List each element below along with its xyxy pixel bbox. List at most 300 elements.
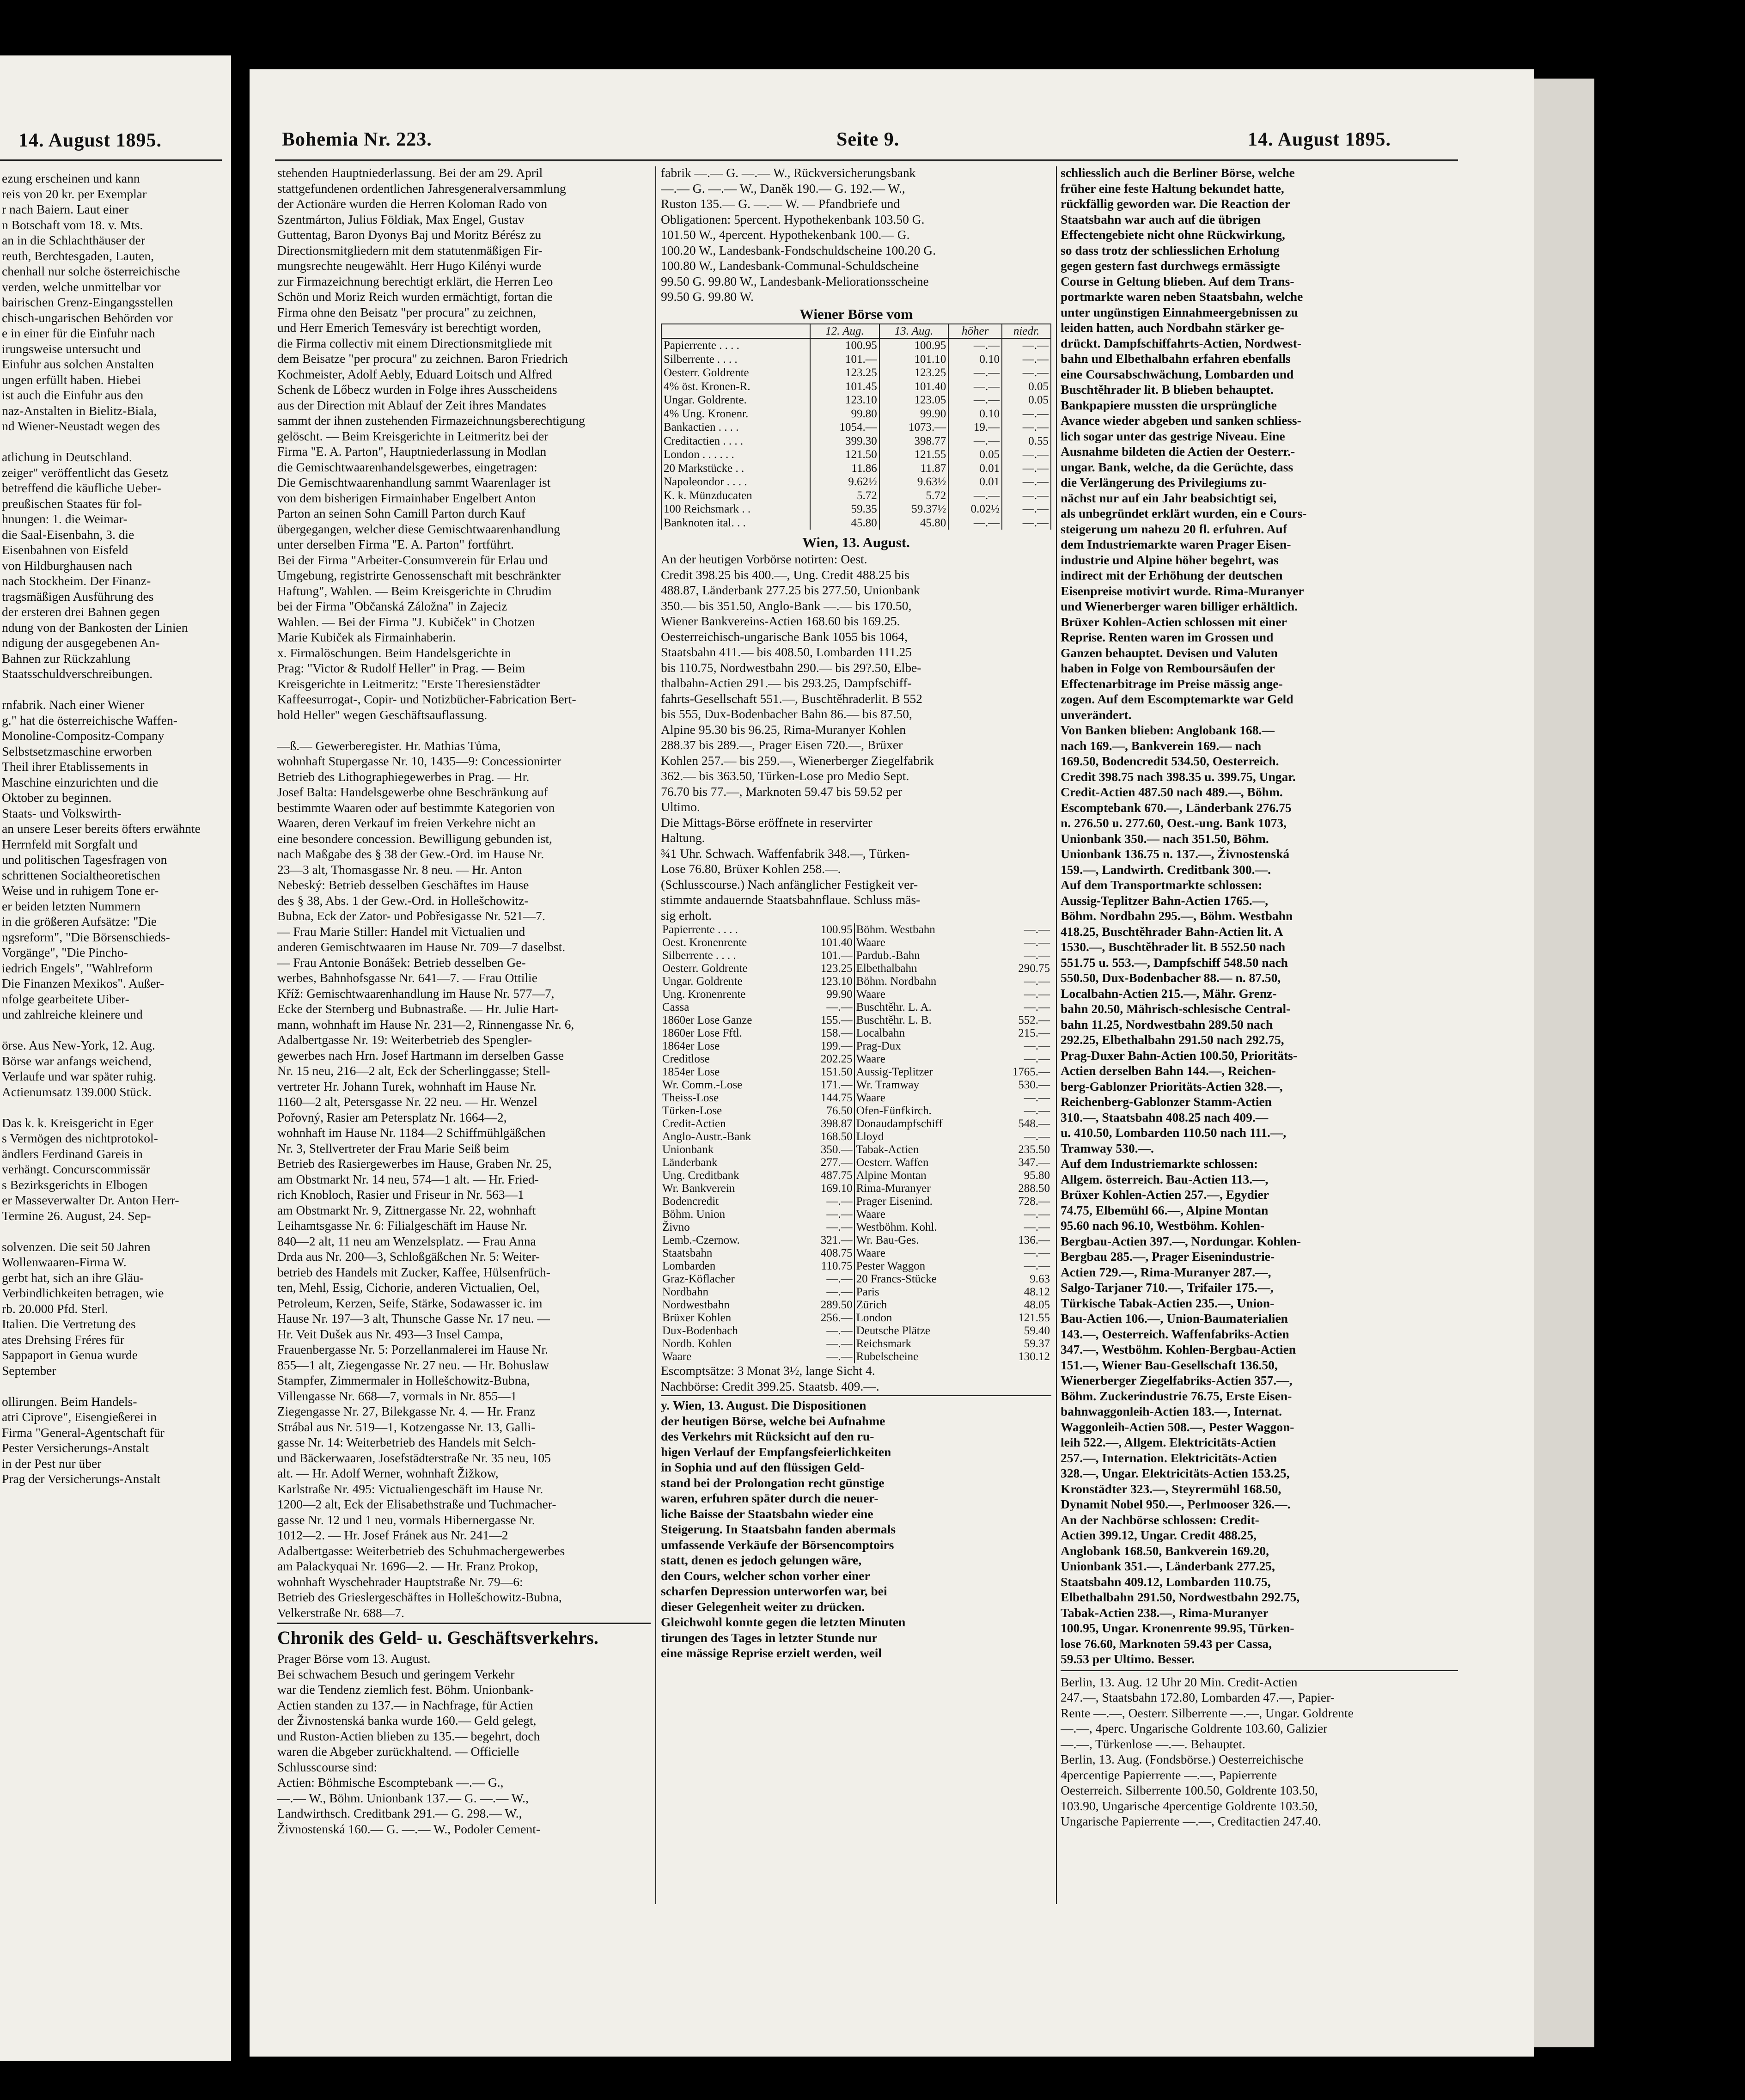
table-cell: Theiss-Lose bbox=[662, 1092, 719, 1104]
table-cell: —.— bbox=[1024, 936, 1050, 949]
text-line: fahrts-Gesellschaft 551.—, Buschtěhraderlit. B 552 bbox=[661, 691, 922, 706]
text-line: Bei der Firma "Arbeiter-Consumverein für Erlau und bbox=[277, 552, 548, 567]
text-line: ezung erscheinen und kann bbox=[2, 171, 140, 185]
text-line: gegen gestern fast durchwegs ermässigte bbox=[1061, 258, 1280, 273]
table-cell: 45.80 bbox=[879, 516, 949, 530]
text-line: u. 410.50, Lombarden 110.50 nach 111.—, bbox=[1061, 1125, 1287, 1140]
text-line: Leihamtsgasse Nr. 6: Filialgeschäft im Hause Nr. bbox=[277, 1218, 527, 1233]
text-line: chisch-ungarischen Behörden vor bbox=[2, 310, 173, 325]
table-cell: Waare bbox=[662, 1350, 692, 1363]
table-cell: Böhm. Union bbox=[662, 1208, 726, 1221]
table-header-cell bbox=[661, 324, 810, 339]
table-cell: —.— bbox=[826, 1350, 853, 1363]
table-cell: 121.55 bbox=[1018, 1312, 1050, 1324]
text-line: (Schlusscourse.) Nach anfänglicher Festigkeit ver- bbox=[661, 877, 918, 891]
text-line: ndigung der ausgegebenen An- bbox=[2, 635, 160, 650]
closing-prices-table bbox=[661, 923, 1051, 1363]
table-row bbox=[661, 421, 1051, 434]
text-line: örse. Aus New-York, 12. Aug. bbox=[2, 1038, 155, 1052]
text-line: Eisenpreise motivirt wurde. Rima-Muranyer bbox=[1061, 583, 1304, 598]
text-line: dieser Gelegenheit weiter zu drücken. bbox=[661, 1599, 865, 1614]
text-line bbox=[2, 1224, 222, 1239]
text-line: aus der Direction mit Ablauf der Zeit ihres Mandates bbox=[277, 397, 546, 412]
text-line: Theil ihrer Etablissements in bbox=[2, 759, 148, 774]
text-line: Actien: Böhmische Escomptebank —.— G., bbox=[277, 1775, 504, 1789]
text-line: bairischen Grenz-Eingangsstellen bbox=[2, 295, 173, 309]
table-cell: —.— bbox=[1002, 407, 1051, 421]
text-line: scharfen Depression unterworfen war, bei bbox=[661, 1584, 887, 1598]
table-cell: 290.75 bbox=[1018, 962, 1050, 975]
text-line: an unsere Leser bereits öfters erwähnte bbox=[2, 821, 201, 836]
text-line: ollirungen. Beim Handels- bbox=[2, 1394, 137, 1409]
table-cell: 347.— bbox=[1018, 1156, 1050, 1169]
text-line: Wienerberger Ziegelfabriks-Actien 357.—, bbox=[1061, 1373, 1293, 1387]
text-line: 103.90, Ungarische 4percentige Goldrente 103.50, bbox=[1061, 1798, 1318, 1813]
table-cell: Oesterr. Waffen bbox=[854, 1156, 990, 1169]
table-cell: 408.75 bbox=[820, 1247, 853, 1259]
text-line: leiden hatten, auch Nordbahn stärker ge- bbox=[1061, 320, 1284, 335]
text-line: an in die Schlachthäuser der bbox=[2, 233, 146, 247]
text-line: Verlaufe und war später ruhig. bbox=[2, 1069, 156, 1083]
text-line: verden, welche unmittelbar vor bbox=[2, 279, 161, 294]
text-line: Waaren, deren Verkauf im freien Verkehre nicht an bbox=[277, 816, 536, 830]
text-line: Directionsmitgliedern mit dem statutenmäßigen Fir- bbox=[277, 243, 543, 257]
text-line: Frauenbergasse Nr. 5: Porzellanmalerei im Hause Nr. bbox=[277, 1342, 548, 1356]
text-line: Anglobank 168.50, Bankverein 169.20, bbox=[1061, 1543, 1269, 1558]
table-cell: Ofen-Fünfkirch. bbox=[854, 1105, 990, 1117]
text-line: Alpine 95.30 bis 96.25, Rima-Muranyer Kohlen bbox=[661, 722, 906, 737]
table-cell: Böhm. Westbahn bbox=[854, 923, 990, 936]
text-line: 550.50, Dux-Bodenbacher 88.— n. 87.50, bbox=[1061, 971, 1281, 985]
text-line: haben in Folge von Remboursäufen der bbox=[1061, 661, 1275, 675]
text-line: bahnwaggonleih-Actien 183.—, Internat. bbox=[1061, 1404, 1282, 1418]
table-cell: —.— bbox=[1002, 366, 1051, 380]
text-line: und Wienerberger waren billiger erhältlich. bbox=[1061, 599, 1298, 613]
text-line: Oesterreich. Silberrente 100.50, Goldrente 103.50, bbox=[1061, 1783, 1318, 1797]
text-line: anderen Gemischtwaaren im Hause Nr. 709—7 daselbst. bbox=[277, 940, 566, 954]
table-cell: 121.50 bbox=[810, 448, 879, 462]
table-cell: 20 Markstücke . . bbox=[661, 462, 810, 476]
text-line: bestimmte Waaren oder auf bestimmte Kategorien von bbox=[277, 800, 555, 815]
table-cell: 0.10 bbox=[948, 353, 1002, 366]
text-line: 310.—, Staatsbahn 408.25 nach 409.— bbox=[1061, 1110, 1269, 1124]
table-cell: 1860er Lose Ganze bbox=[662, 1014, 752, 1026]
text-line: —ß.— Gewerberegister. Hr. Mathias Tůma, bbox=[277, 738, 501, 753]
text-line: ¾1 Uhr. Schwach. Waffenfabrik 348.—, Türken- bbox=[661, 846, 910, 861]
text-line: 247.—, Staatsbahn 172.80, Lombarden 47.—, Papier- bbox=[1061, 1690, 1335, 1704]
text-line: Marie Kubiček als Firmainhaberin. bbox=[277, 630, 456, 644]
table-cell: Rima-Muranyer bbox=[854, 1182, 990, 1195]
text-line: 488.87, Länderbank 277.25 bis 277.50, Unionbank bbox=[661, 583, 920, 597]
text-line: den Cours, welcher schon vorher einer bbox=[661, 1568, 870, 1583]
text-line: von dem bisherigen Firmainhaber Engelbert Anton bbox=[277, 490, 536, 505]
text-line: Ziegengasse Nr. 27, Bilekgasse Nr. 4. — Hr. Franz bbox=[277, 1404, 536, 1418]
text-line: Localbahn-Actien 215.—, Mähr. Grenz- bbox=[1061, 986, 1277, 1001]
table-cell: Nordwestbahn bbox=[662, 1299, 730, 1311]
table-cell: 0.05 bbox=[1002, 393, 1051, 407]
text-line: Guttentag, Baron Dyonys Baj und Moritz Bérész zu bbox=[277, 227, 542, 242]
table-cell: Waare bbox=[854, 1092, 990, 1105]
text-line: — Frau Marie Stiller: Handel mit Victualien und bbox=[277, 924, 525, 939]
table-cell: —.— bbox=[948, 434, 1002, 448]
text-line: Eisenbahnen von Eisfeld bbox=[2, 543, 128, 557]
table-cell: 9.63 bbox=[1030, 1273, 1050, 1285]
table-cell: Živno bbox=[662, 1221, 690, 1233]
table-cell: 158.— bbox=[820, 1027, 853, 1039]
text-line: betrieb des Handels mit Zucker, Kaffee, Hülsenfrüch- bbox=[277, 1264, 550, 1279]
text-line: portmarkte waren neben Staatsbahn, welche bbox=[1061, 289, 1303, 304]
text-line: nach Maßgabe des § 38 der Gew.-Ord. im Hause Nr. bbox=[277, 847, 544, 861]
text-line: berg-Gablonzer Prioritäts-Actien 328.—, bbox=[1061, 1079, 1283, 1093]
text-line: Tramway 530.—. bbox=[1061, 1141, 1154, 1155]
text-line: gasse Nr. 14: Weiterbetrieb des Handels mit Selch- bbox=[277, 1435, 536, 1449]
text-line: —.— G. —.— W., Daněk 190.— G. 192.— W., bbox=[661, 181, 905, 195]
text-line: Vorgänge", "Die Pincho- bbox=[2, 945, 128, 959]
text-line: Escomptebank 670.—, Länderbank 276.75 bbox=[1061, 800, 1292, 815]
table-cell: 59.40 bbox=[1024, 1325, 1050, 1337]
table-cell: Nordb. Kohlen bbox=[662, 1337, 732, 1350]
page-header-publication: Bohemia Nr. 223. bbox=[282, 129, 432, 150]
table-cell: Alpine Montan bbox=[854, 1169, 990, 1182]
table-cell: 155.— bbox=[820, 1014, 853, 1026]
table-cell: 76.50 bbox=[826, 1105, 853, 1117]
text-line: 99.50 G. 99.80 W. bbox=[661, 289, 754, 304]
text-line: die Saal-Eisenbahn, 3. die bbox=[2, 527, 134, 542]
text-line: Ausnahme bildeten die Actien der Oesterr.- bbox=[1061, 444, 1295, 458]
text-line: 362.— bis 363.50, Türken-Lose pro Medio Sept. bbox=[661, 769, 909, 783]
table-cell: 136.— bbox=[1018, 1234, 1050, 1246]
table-cell: Buschtěhr. L. B. bbox=[854, 1014, 990, 1027]
table-cell: Rubelscheine bbox=[854, 1350, 990, 1363]
text-line: Staatsschuldverschreibungen. bbox=[2, 666, 153, 681]
table-cell: Böhm. Nordbahn bbox=[854, 975, 990, 988]
text-line: Buschtěhrader lit. B blieben behauptet. bbox=[1061, 382, 1274, 397]
text-line: Unionbank 351.—, Länderbank 277.25, bbox=[1061, 1559, 1275, 1573]
text-line: Bubna, Eck der Zator- und Pobřesigasse Nr. 521—7. bbox=[277, 909, 545, 923]
text-line: Brüxer Kohlen-Actien schlossen mit einer bbox=[1061, 614, 1287, 629]
text-line: 169.50, Bodencredit 534.50, Oesterreich. bbox=[1061, 754, 1279, 768]
text-line: —.— W., Böhm. Unionbank 137.— G. —.— W., bbox=[277, 1790, 529, 1805]
table-cell: Anglo-Austr.-Bank bbox=[662, 1130, 751, 1143]
table-cell: 552.— bbox=[1018, 1014, 1050, 1026]
text-line: r nach Baiern. Laut einer bbox=[2, 202, 129, 216]
text-line: x. Firmalöschungen. Beim Handelsgerichte in bbox=[277, 645, 511, 660]
text-line: Course in Geltung blieben. Auf dem Trans- bbox=[1061, 274, 1294, 288]
text-line: sammt der ihnen zustehenden Firmazeichnungsberechtigung bbox=[277, 413, 585, 427]
text-line: Dynamit Nobel 950.—, Perlmooser 326.—. bbox=[1061, 1497, 1291, 1511]
text-line: der heutigen Börse, welche bei Aufnahme bbox=[661, 1413, 885, 1428]
text-line: Kaffeesurrogat-, Copir- und Notizbücher-Fabrication Bert- bbox=[277, 692, 576, 706]
text-line: Bankpapiere mussten die ursprüngliche bbox=[1061, 397, 1277, 412]
text-line: thalbahn-Actien 291.— bis 293.25, Dampfschiff- bbox=[661, 676, 912, 690]
table-cell: Prag-Dux bbox=[854, 1040, 990, 1053]
text-line: stattgefundenen ordentlichen Jahresgeneralversammlung bbox=[277, 181, 566, 195]
text-line: unter ungünstigen Einnahmeergebnissen zu bbox=[1061, 305, 1298, 319]
table-cell: Waare bbox=[854, 1208, 990, 1221]
table-cell: 0.55 bbox=[1002, 434, 1051, 448]
text-line: rb. 20.000 Pfd. Sterl. bbox=[2, 1301, 108, 1316]
text-line: reis von 20 kr. per Exemplar bbox=[2, 186, 147, 201]
table-row bbox=[661, 1221, 1051, 1234]
text-line: ändlers Ferdinand Gareis in bbox=[2, 1146, 143, 1161]
table-cell: —.— bbox=[948, 366, 1002, 380]
text-line: Josef Balta: Handelsgewerbe ohne Beschränkung auf bbox=[277, 785, 548, 799]
text-line: schliesslich auch die Berliner Börse, welche bbox=[1061, 165, 1295, 180]
table-cell: —.— bbox=[948, 516, 1002, 530]
text-line: stand bei der Prolongation recht günstige bbox=[661, 1475, 885, 1490]
text-line: er Masseverwalter Dr. Anton Herr- bbox=[2, 1193, 179, 1207]
text-line: ngsreform", "Die Börsenschieds- bbox=[2, 929, 170, 944]
table-cell: 151.50 bbox=[820, 1066, 853, 1078]
table-cell: —.— bbox=[1024, 923, 1050, 936]
table-cell: —.— bbox=[1002, 421, 1051, 434]
table-cell: Waare bbox=[854, 936, 990, 949]
text-line: am Obstmarkt Nr. 14 neu, 574—1 alt. — Hr. Fried- bbox=[277, 1172, 539, 1186]
table-cell: —.— bbox=[1024, 1053, 1050, 1065]
text-line: s Bezirksgerichts in Elbogen bbox=[2, 1177, 148, 1192]
text-line: Verbindlichkeiten betragen, wie bbox=[2, 1286, 164, 1300]
table-cell: 168.50 bbox=[820, 1130, 853, 1143]
table-cell: Oest. Kronenrente bbox=[662, 936, 747, 949]
text-line: September bbox=[2, 1363, 56, 1378]
text-line: nach Stockheim. Der Finanz- bbox=[2, 574, 151, 588]
table-cell: Ungar. Goldrente bbox=[662, 975, 743, 988]
table-row bbox=[661, 1182, 1051, 1195]
table-cell: —.— bbox=[1002, 502, 1051, 516]
table-row bbox=[661, 338, 1051, 353]
table-row bbox=[661, 434, 1051, 448]
table-cell: —.— bbox=[1024, 1001, 1050, 1013]
table-row bbox=[661, 502, 1051, 516]
table-cell: Paris bbox=[854, 1286, 990, 1299]
table-cell: Lemb.-Czernow. bbox=[662, 1234, 740, 1246]
table-cell: 0.10 bbox=[948, 407, 1002, 421]
text-line: 99.50 G. 99.80 W., Landesbank-Meliorationsscheine bbox=[661, 274, 929, 288]
text-line: 23—3 alt, Thomasgasse Nr. 8 neu. — Hr. Anton bbox=[277, 862, 522, 877]
table-row bbox=[661, 1001, 1051, 1014]
text-line: bahn 11.25, Nordwestbahn 289.50 nach bbox=[1061, 1017, 1273, 1032]
table-cell: 1864er Lose bbox=[662, 1040, 720, 1052]
table-cell: 101.10 bbox=[879, 353, 949, 366]
table-cell: —.— bbox=[826, 1001, 853, 1013]
section-rule bbox=[277, 1623, 651, 1624]
text-line: —.—, 4perc. Ungarische Goldrente 103.60, Galizier bbox=[1061, 1721, 1328, 1735]
text-line: Staatsbahn 411.— bis 408.50, Lombarden 111.25 bbox=[661, 645, 912, 659]
table-cell: Ung. Kronenrente bbox=[662, 988, 746, 1001]
left-page-header-date: 14. August 1895. bbox=[18, 130, 162, 151]
table-cell: 100.95 bbox=[820, 923, 853, 936]
table-cell: Lombarden bbox=[662, 1260, 716, 1272]
text-line: des Verkehrs mit Rücksicht auf den ru- bbox=[661, 1429, 874, 1443]
table-cell: Ungar. Goldrente. bbox=[661, 393, 810, 407]
text-line: Auf dem Industriemarkte schlossen: bbox=[1061, 1156, 1258, 1171]
text-line: 288.37 bis 289.—, Prager Eisen 720.—, Brüxer bbox=[661, 738, 903, 752]
text-line: 328.—, Ungar. Elektricitäts-Actien 153.25, bbox=[1061, 1466, 1290, 1480]
text-line: Waggonleih-Actien 508.—, Pester Waggon- bbox=[1061, 1419, 1294, 1434]
text-line bbox=[2, 1100, 222, 1115]
table-cell: 9.63½ bbox=[879, 475, 949, 489]
text-line: Kohlen 257.— bis 259.—, Wienerberger Ziegelfabrik bbox=[661, 753, 934, 768]
text-line: Rente —.—, Oesterr. Silberrente —.—, Ungar. Goldrente bbox=[1061, 1705, 1354, 1720]
wien-report-title: Wien, 13. August. bbox=[802, 534, 910, 550]
text-line: Stampfer, Zimmermaler in Hollešchowitz-Bubna, bbox=[277, 1373, 530, 1387]
table-cell: —.— bbox=[1024, 1260, 1050, 1272]
table-cell: 48.05 bbox=[1024, 1299, 1050, 1311]
table-cell: Papierrente . . . . bbox=[662, 923, 738, 936]
text-line: hold Heller" wegen Geschäftsauflassung. bbox=[277, 707, 488, 722]
table-cell: 487.75 bbox=[820, 1169, 853, 1182]
table-cell: —.— bbox=[1002, 448, 1051, 462]
text-line: Hr. Veit Dušek aus Nr. 493—3 Insel Campa, bbox=[277, 1326, 503, 1341]
text-line: Prager Börse vom 13. August. bbox=[277, 1651, 431, 1666]
text-line: der Actionäre wurden die Herren Koloman Rado von bbox=[277, 196, 548, 211]
table-cell: 123.25 bbox=[879, 366, 949, 380]
text-line: als unbegründet erklärt wurden, ein e Cours- bbox=[1061, 506, 1307, 520]
text-line: Herrnfeld mit Sorgfalt und bbox=[2, 836, 138, 851]
text-line: Weise und in ruhigem Tone er- bbox=[2, 883, 159, 897]
table-cell: 398.77 bbox=[879, 434, 949, 448]
table-cell: 530.— bbox=[1018, 1079, 1050, 1091]
commercial-register-notices bbox=[277, 165, 651, 1620]
text-line: Adalbertgasse: Weiterbetrieb des Schuhmachergewerbes bbox=[277, 1543, 565, 1558]
text-line: Pořovný, Rasier am Petersplatz Nr. 1664—2, bbox=[277, 1110, 507, 1124]
table-cell: 59.35 bbox=[810, 502, 879, 516]
table-cell: 19.— bbox=[948, 421, 1002, 434]
text-line: bei der Firma "Občanská Záložna" in Zajeciz bbox=[277, 599, 507, 613]
table-row bbox=[661, 1130, 1051, 1143]
table-cell: 100.95 bbox=[810, 338, 879, 353]
text-line: der ersteren drei Bahnen gegen bbox=[2, 604, 160, 619]
table-row bbox=[661, 1312, 1051, 1325]
text-line: wohnhaft Stupergasse Nr. 10, 1435—9: Concessionirter bbox=[277, 754, 561, 768]
table-cell: 101.45 bbox=[810, 380, 879, 394]
market-commentary-continued bbox=[1061, 165, 1458, 1667]
text-line: Kříž: Gemischtwaarenhandlung im Hause Nr. 577—7, bbox=[277, 986, 555, 1001]
text-line: 100.80 W., Landesbank-Communal-Schuldscheine bbox=[661, 258, 919, 273]
text-line: mungsrechte neugewählt. Herr Hugo Kilényi wurde bbox=[277, 258, 542, 273]
text-line: — Frau Antonie Bonášek: Betrieb desselben Ge- bbox=[277, 955, 526, 970]
text-line: ten, Mehl, Essig, Cichorie, anderen Victualien, Oel, bbox=[277, 1280, 540, 1294]
table-header-row bbox=[661, 324, 1051, 339]
text-line: gewerbes nach Hrn. Josef Hartmann im derselben Gasse bbox=[277, 1048, 564, 1062]
escompte-notes bbox=[661, 1363, 1051, 1393]
text-line: umfassende Verkäufe der Börsencomptoirs bbox=[661, 1537, 894, 1552]
vienna-report bbox=[661, 552, 1051, 922]
table-cell: —.— bbox=[1024, 975, 1050, 988]
table-cell: 0.05 bbox=[1002, 380, 1051, 394]
text-line: Brüxer Kohlen-Actien 257.—, Egydier bbox=[1061, 1187, 1269, 1202]
text-line: nach 169.—, Bankverein 169.— nach bbox=[1061, 738, 1262, 753]
text-line: rnfabrik. Nach einer Wiener bbox=[2, 697, 145, 712]
table-cell: 123.25 bbox=[820, 962, 853, 975]
table-cell: —.— bbox=[1002, 353, 1051, 366]
text-line: Aussig-Teplitzer Bahn-Actien 1765.—, bbox=[1061, 893, 1269, 908]
table-row bbox=[661, 1286, 1051, 1299]
text-line: nfolge gearbeitete Uiber- bbox=[2, 991, 129, 1006]
table-header-cell: 12. Aug. bbox=[810, 324, 879, 339]
text-line: die Firma collectiv mit einem Directionsmitgliede mit bbox=[277, 336, 552, 350]
text-line: An der heutigen Vorbörse notirten: Oest. bbox=[661, 552, 867, 566]
text-line: 1530.—, Buschtěhrader lit. B 552.50 nach bbox=[1061, 940, 1286, 954]
table-cell: Dux-Bodenbach bbox=[662, 1325, 738, 1337]
table-cell: —.— bbox=[948, 489, 1002, 503]
table-row bbox=[661, 1079, 1051, 1092]
table-cell: —.— bbox=[1002, 338, 1051, 353]
table-cell: Donaudampfschiff bbox=[854, 1117, 990, 1130]
table-row bbox=[661, 1014, 1051, 1027]
text-line: stehenden Hauptniederlassung. Bei der am 29. April bbox=[277, 165, 543, 180]
table-cell: —.— bbox=[826, 1325, 853, 1337]
table-cell: 399.30 bbox=[810, 434, 879, 448]
table-cell: Staatsbahn bbox=[662, 1247, 713, 1259]
table-cell: 1860er Lose Fftl. bbox=[662, 1027, 742, 1039]
table-cell: Napoleondor . . . . bbox=[661, 475, 810, 489]
table-cell: 5.72 bbox=[810, 489, 879, 503]
text-line: lose 76.60, Marknoten 59.43 per Cassa, bbox=[1061, 1636, 1272, 1651]
text-line: 1012—2. — Hr. Josef Fránek aus Nr. 241—2 bbox=[277, 1528, 508, 1542]
table-cell: 101.— bbox=[810, 353, 879, 366]
column-divider-2 bbox=[1056, 166, 1057, 1904]
prague-bourse-report bbox=[277, 1651, 651, 1836]
left-header-rule bbox=[0, 159, 222, 161]
table-cell: 289.50 bbox=[820, 1299, 853, 1311]
text-line bbox=[2, 1023, 222, 1038]
table-cell: 4% Ung. Kronenr. bbox=[661, 407, 810, 421]
text-line: eine mässige Reprise erzielt werden, weil bbox=[661, 1646, 882, 1660]
text-line: Betrieb des Rasiergewerbes im Hause, Graben Nr. 25, bbox=[277, 1156, 552, 1171]
table-row bbox=[661, 462, 1051, 476]
text-line: dem Beisatze "per procura" zu zeichnen. Baron Friedrich bbox=[277, 351, 568, 366]
vienna-bourse-table bbox=[661, 324, 1051, 530]
table-cell: 99.90 bbox=[826, 988, 853, 1001]
text-line: gerbt hat, sich an ihre Gläu- bbox=[2, 1270, 144, 1285]
text-line: 4percentige Papierrente —.—, Papierrente bbox=[1061, 1767, 1277, 1782]
table-row bbox=[661, 516, 1051, 530]
table-row bbox=[661, 353, 1051, 366]
text-line: bahn 20.50, Mährisch-schlesische Central- bbox=[1061, 1001, 1291, 1016]
text-line: Kochmeister, Adolf Aebly, Eduard Loitsch und Alfred bbox=[277, 366, 552, 381]
table-cell: 1054.— bbox=[810, 421, 879, 434]
text-line: Betrieb des Grieslergeschäftes in Hollešchowitz-Bubna, bbox=[277, 1590, 562, 1604]
table-cell: 288.50 bbox=[1018, 1182, 1050, 1195]
bond-quotations bbox=[661, 165, 1051, 304]
text-line: 257.—, Internation. Elektricitäts-Actien bbox=[1061, 1450, 1277, 1465]
table-row bbox=[661, 988, 1051, 1001]
text-line: n. 276.50 u. 277.60, Oest.-ung. Bank 1073, bbox=[1061, 816, 1287, 830]
text-line: Actien 399.12, Ungar. Credit 488.25, bbox=[1061, 1528, 1257, 1542]
table-cell: 99.80 bbox=[810, 407, 879, 421]
text-line: Hause Nr. 197—3 alt, Thunsche Gasse Nr. 17 neu. — bbox=[277, 1311, 550, 1325]
text-line: Italien. Die Vertretung des bbox=[2, 1317, 136, 1331]
table-cell: 123.10 bbox=[810, 393, 879, 407]
text-line: Avance wieder abgeben und sanken schliess- bbox=[1061, 413, 1301, 427]
table-row bbox=[661, 1066, 1051, 1079]
text-line: vertreter Hr. Johann Turek, wohnhaft im Hause Nr. bbox=[277, 1079, 537, 1093]
table-cell: 277.— bbox=[820, 1156, 853, 1169]
table-cell: Graz-Köflacher bbox=[662, 1273, 735, 1285]
text-line: sig erholt. bbox=[661, 908, 712, 922]
text-line: zeiger" veröffentlicht das Gesetz bbox=[2, 465, 168, 480]
text-line: indirect mit der Erhöhung der deutschen bbox=[1061, 568, 1283, 582]
text-line: Staatsbahn 409.12, Lombarden 110.75, bbox=[1061, 1574, 1271, 1589]
table-cell: Oesterr. Goldrente bbox=[662, 962, 748, 975]
text-line: mann, wohnhaft im Hause Nr. 231—2, Rinnengasse Nr. 6, bbox=[277, 1017, 574, 1032]
table-cell: Bodencredit bbox=[662, 1195, 719, 1208]
table-row bbox=[661, 936, 1051, 949]
text-line: betreffend die käufliche Ueber- bbox=[2, 481, 161, 495]
text-line: Prag der Versicherungs-Anstalt bbox=[2, 1471, 161, 1486]
text-line: ist auch die Einfuhr aus den bbox=[2, 388, 144, 402]
